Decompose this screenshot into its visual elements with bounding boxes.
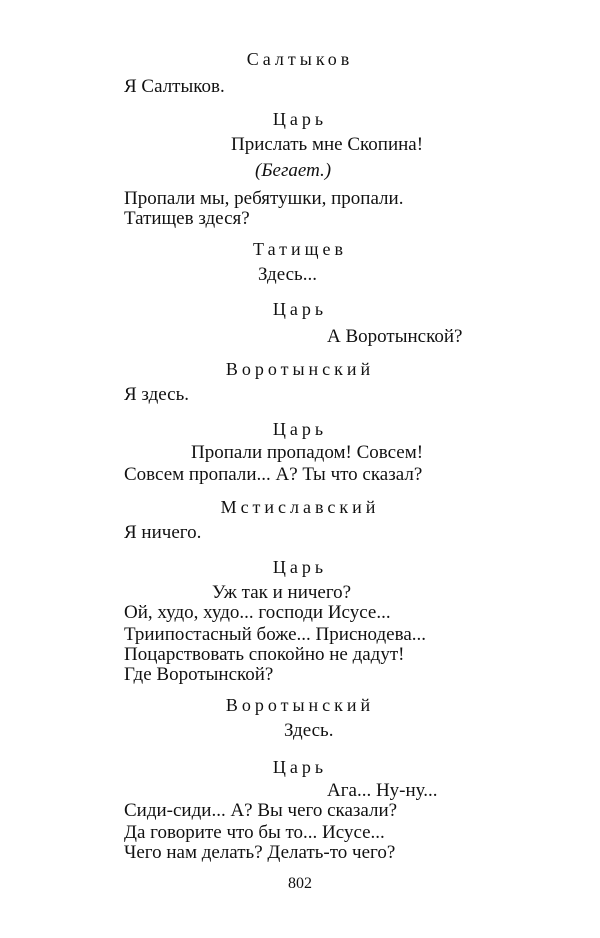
dialogue-line: Поцарствовать спокойно не дадут!	[124, 644, 405, 665]
dialogue-line: Здесь.	[284, 720, 334, 741]
speaker-name: Царь	[272, 557, 328, 577]
dialogue-line: Триипостасный боже... Приснодева...	[124, 624, 426, 645]
dialogue-line: Чего нам делать? Делать-то чего?	[124, 842, 396, 863]
dialogue-line: Здесь...	[258, 264, 317, 285]
speaker-name: Царь	[272, 299, 328, 319]
speaker-name: Воротынский	[225, 695, 375, 715]
stage-direction: (Бегает.)	[255, 160, 332, 181]
dialogue-line: Прислать мне Скопина!	[231, 134, 424, 155]
speaker-name: Царь	[272, 109, 328, 129]
dialogue-line: Совсем пропали... А? Ты что сказал?	[124, 464, 423, 485]
dialogue-line: Где Воротынской?	[124, 664, 274, 685]
dialogue-line: Я Салтыков.	[124, 76, 225, 97]
speaker-name: Царь	[272, 419, 328, 439]
dialogue-line: Сиди-сиди... А? Вы чего сказали?	[124, 800, 398, 821]
page-number: 802	[288, 875, 312, 892]
speaker-name: Татищев	[253, 239, 347, 259]
dialogue-line: Я здесь.	[124, 384, 190, 405]
dialogue-line: А Воротынской?	[327, 326, 463, 347]
speaker-name: Воротынский	[225, 359, 375, 379]
dialogue-line: Пропали пропадом! Совсем!	[191, 442, 424, 463]
dialogue-line: Ой, худо, худо... господи Исусе...	[124, 602, 391, 623]
dialogue-line: Да говорите что бы то... Исусе...	[124, 822, 385, 843]
speaker-name: Салтыков	[246, 49, 354, 69]
speaker-name: Царь	[272, 757, 328, 777]
dialogue-line: Я ничего.	[124, 522, 202, 543]
dialogue-line: Татищев здеся?	[124, 208, 250, 229]
dialogue-line: Пропали мы, ребятушки, пропали.	[124, 188, 404, 209]
speaker-name: Мстиславский	[220, 497, 380, 517]
dialogue-line: Уж так и ничего?	[212, 582, 352, 603]
dialogue-line: Ага... Ну-ну...	[327, 780, 438, 801]
